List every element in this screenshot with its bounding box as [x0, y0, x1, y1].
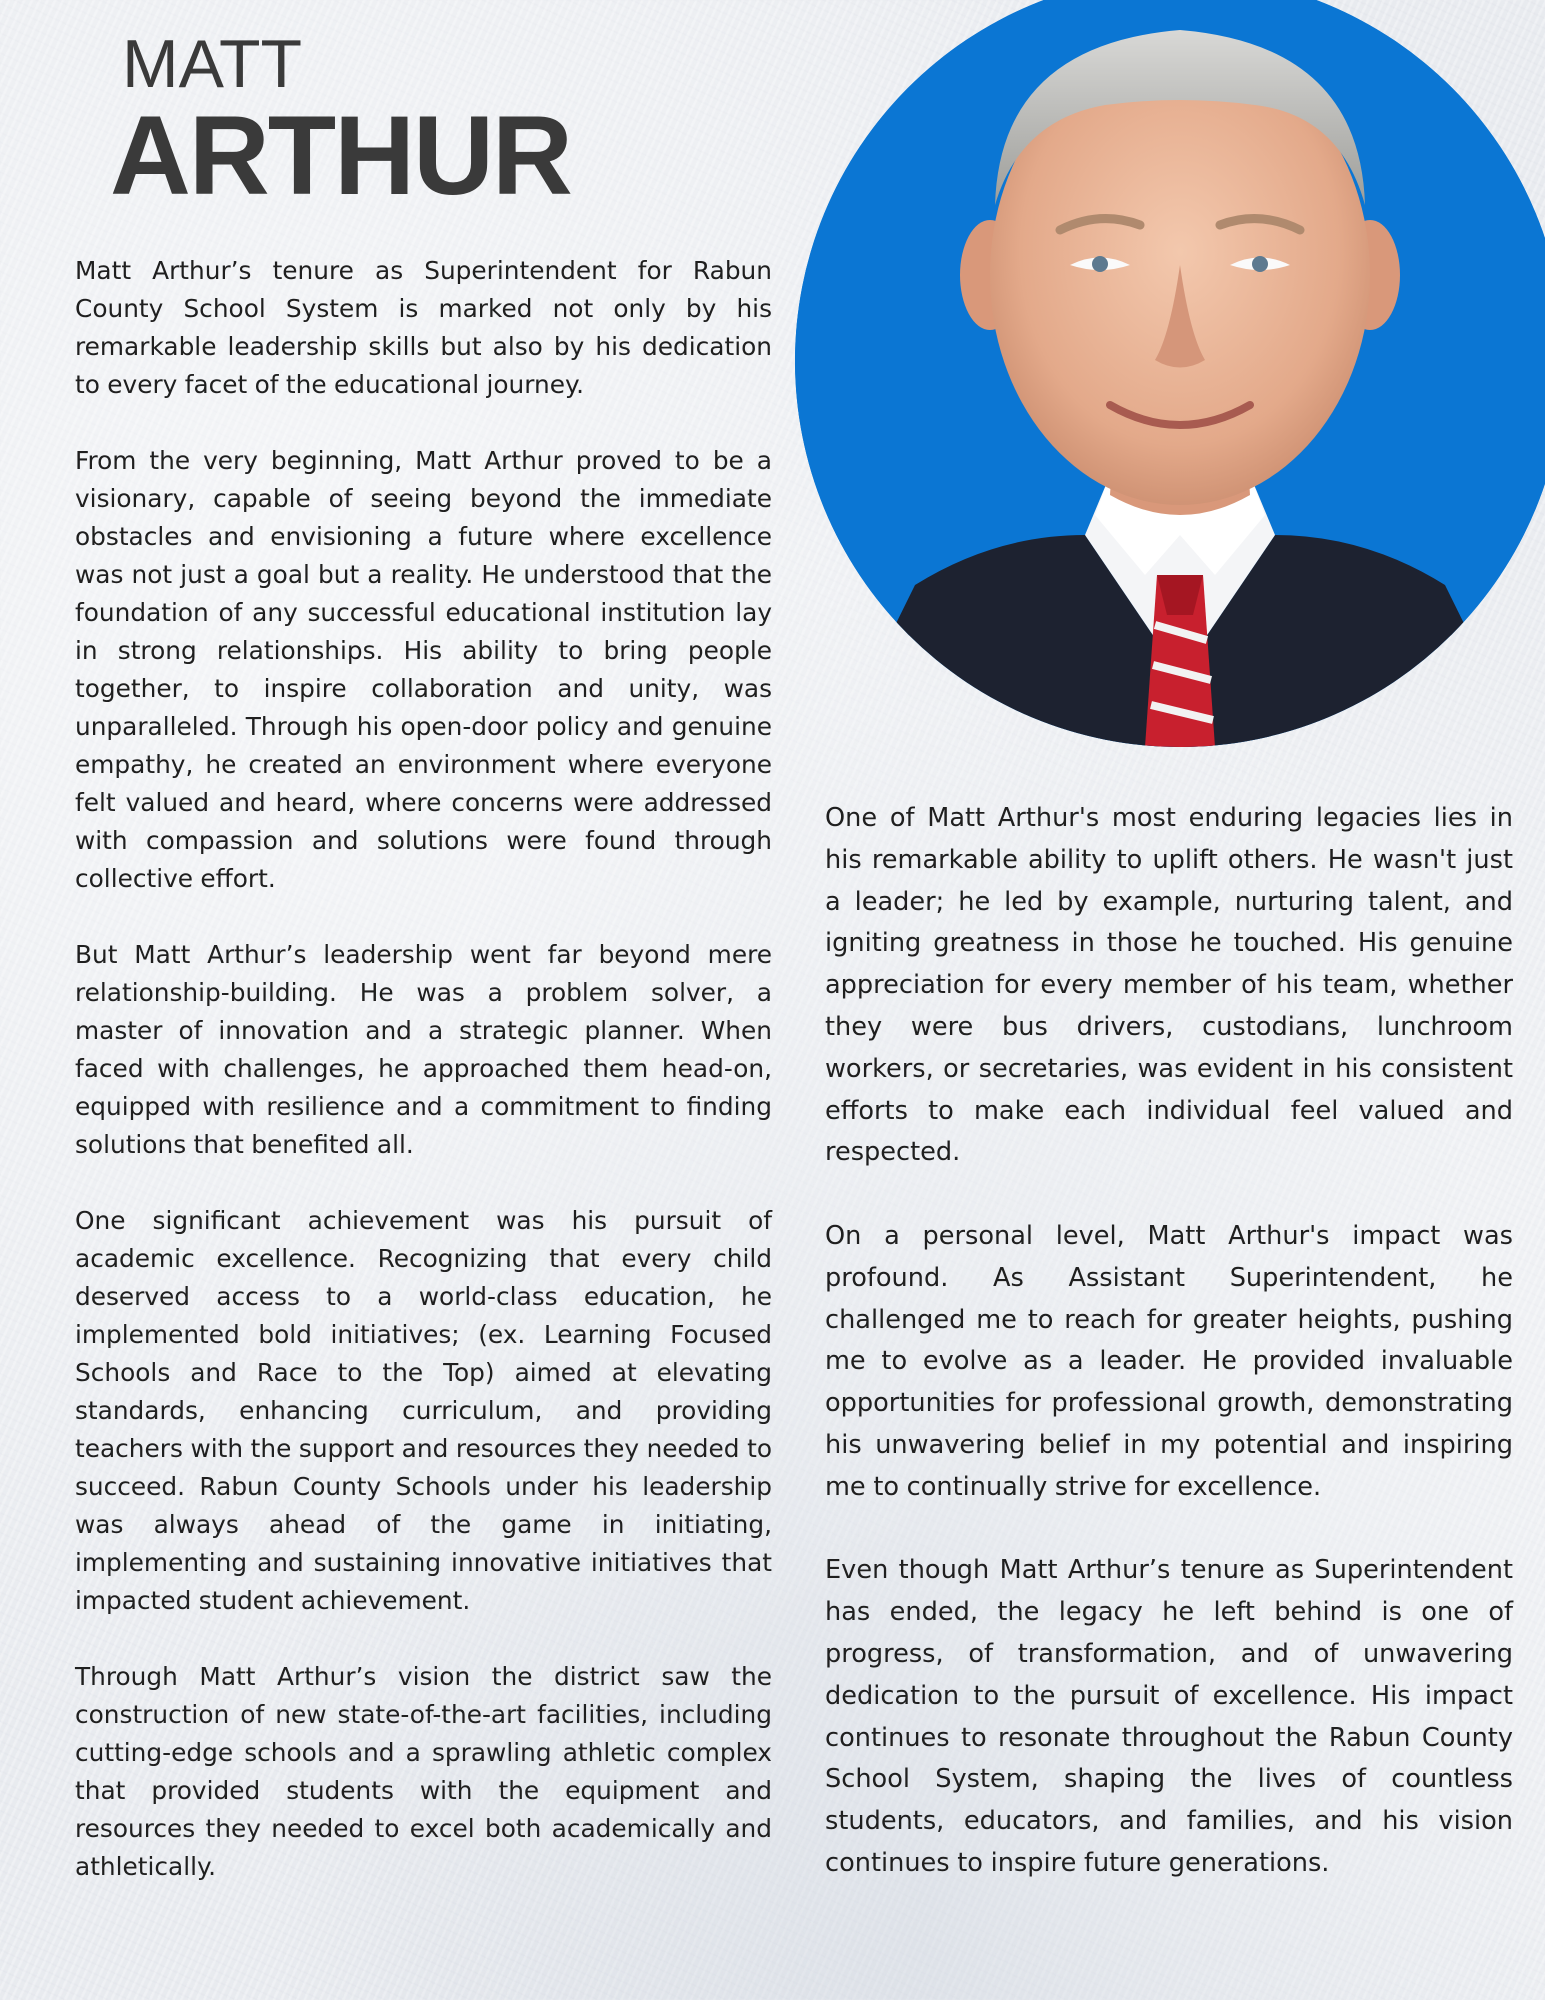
- paragraph-conclusion: Even though Matt Arthur’s tenure as Superintendent has ended, the legacy he left behind is one of progress, of transformation, and of unwavering dedication to the pursuit of excellence. His impact continues to resonate throughout the Rabun County School System, shaping the lives of countless students, educators, and families, and his vision continues to inspire future generations.: [825, 1555, 1513, 1878]
- paragraph-personal: On a personal level, Matt Arthur's impact was profound. As Assistant Superintendent, he challenged me to reach for greater heights, pushing me to evolve as a leader. He provided invaluable opportunities for professional growth, demonstrating his unwavering belief in my potential and inspiring me to continually strive for excellence.: [825, 1220, 1513, 1502]
- left-column: [75, 252, 772, 1886]
- paragraph-legacy: One of Matt Arthur's most enduring legacies lies in his remarkable ability to uplift others. He wasn't just a leader; he led by example, nurturing talent, and igniting greatness in those he touched. His genuine appreciation for every member of his team, whether they were bus drivers, custodians, lunchroom workers, or secretaries, was evident in his consistent efforts to make each individual feel valued and respected.: [825, 803, 1513, 1168]
- portrait-photo: [795, 0, 1545, 747]
- paragraph-intro: Matt Arthur’s tenure as Superintendent for Rabun County School System is marked not only by his remarkable leadership skills but also by his dedication to every facet of the educational journey.: [75, 256, 772, 399]
- title-first-name: MATT: [122, 26, 303, 102]
- paragraph-visionary: From the very beginning, Matt Arthur proved to be a visionary, capable of seeing beyond the immediate obstacles and envisioning a future where excellence was not just a goal but a reality. He understood that the foundation of any successful educational institution lay in strong relationships. His ability to bring people together, to inspire collaboration and unity, was unparalleled. Through his open-door policy and genuine empathy, he created an environment where everyone felt valued and heard, where concerns were addressed with compassion and solutions were found through collective effort.: [75, 446, 772, 893]
- right-column: [825, 798, 1513, 1885]
- paragraph-facilities: Through Matt Arthur’s vision the district saw the construction of new state-of-the-art facilities, including cutting-edge schools and a sprawling athletic complex that provided students with the equipment and resources they needed to excel both academically and athletically.: [75, 1662, 772, 1881]
- title-last-name: ARTHUR: [110, 93, 571, 218]
- paragraph-academic: One significant achievement was his pursuit of academic excellence. Recognizing that every child deserved access to a world-class education, he implemented bold initiatives; (ex. Learning Focused Schools and Race to the Top) aimed at elevating standards, enhancing curriculum, and providing teachers with the support and resources they needed to succeed. Rabun County Schools under his leadership was always ahead of the game in initiating, implementing and sustaining innovative initiatives that impacted student achievement.: [75, 1206, 772, 1615]
- paragraph-leadership: But Matt Arthur’s leadership went far beyond mere relationship-building. He was a problem solver, a master of innovation and a strategic planner. When faced with challenges, he approached them head-on, equipped with resilience and a commitment to finding solutions that benefited all.: [75, 940, 772, 1159]
